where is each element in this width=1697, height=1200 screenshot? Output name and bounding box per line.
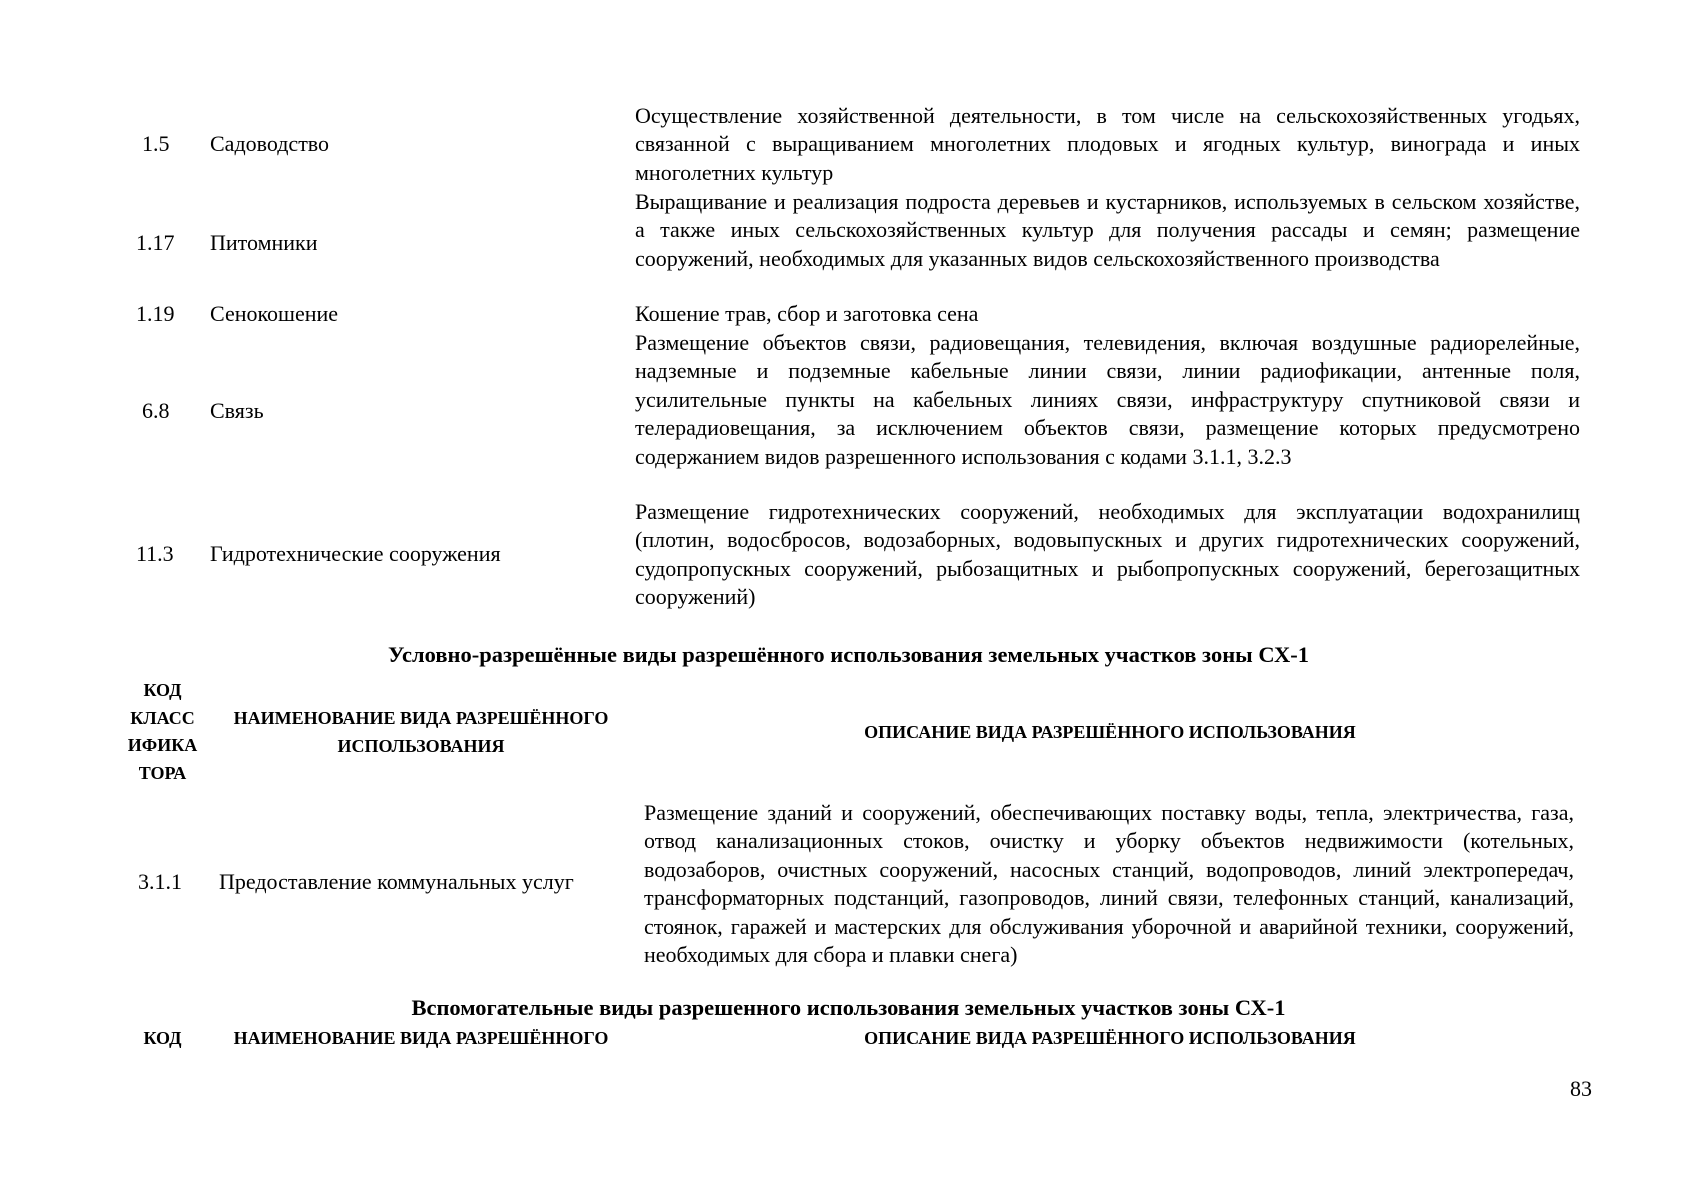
header-code: КОД [143,1028,182,1048]
section-title: Условно-разрешённые виды разрешённого использования земельных участков зоны СХ-1 [387,642,1310,667]
row-name: Садоводство [210,131,330,156]
row-code: 3.1.1 [138,869,182,894]
header-name: НАИМЕНОВАНИЕ ВИДА РАЗРЕШЁННОГО ИСПОЛЬЗОВАНИЯ [233,708,609,756]
row-description: Размещение гидротехнических сооружений, необходимых для эксплуатации водохранилищ (плотин, водосбросов, водозаборных, водовыпускных и других гидротехнических сооружений, судопропускных сооружений, рыбозащитных и рыбопропускных сооружений, берегозащитных сооружений) [635,499,1580,610]
row-description: Выращивание и реализация подроста деревьев и кустарников, используемых в сельском хозяйстве, а также иных сельскохозяйственных культур для получения рассады и семян; размещение сооружений, необходимых для указанных видов сельскохозяйственного производства [635,189,1580,271]
row-name: Питомники [210,230,318,255]
header-description: ОПИСАНИЕ ВИДА РАЗРЕШЁННОГО ИСПОЛЬЗОВАНИЯ [864,722,1356,742]
page-number: 83 [1570,1076,1592,1101]
row-name: Сенокошение [210,301,339,326]
row-description: Кошение трав, сбор и заготовка сена [635,301,979,326]
section-title: Вспомогательные виды разрешенного использования земельных участков зоны СХ-1 [411,995,1286,1020]
row-name: Предоставление коммунальных услуг [219,869,574,894]
row-code: 6.8 [142,398,170,423]
row-description: Размещение объектов связи, радиовещания, телевидения, включая воздушные радиорелейные, надземные и подземные кабельные линии связи, линии радиофикации, антенные поля, усилительные пункты на кабельных линиях связи, инфраструктуру спутниковой связи и телерадиовещания, за исключением объектов связи, размещение которых предусмотрено содержанием видов разрешенного использования с кодами 3.1.1, 3.2.3 [635,330,1580,469]
row-code: 1.17 [136,230,175,255]
row-description: Размещение зданий и сооружений, обеспечивающих поставку воды, тепла, электричества, газа, отвод канализационных стоков, очистку и уборку объектов недвижимости (котельных, водозаборов, очистных сооружений, насосных станций, водопроводов, линий электропередач, трансформаторных подстанций, газопроводов, линий связи, телефонных станций, канализаций, стоянок, гаражей и мастерских для обслуживания уборочной и аварийной техники, сооружений, необходимых для сбора и плавки снега) [644,800,1574,968]
header-description: ОПИСАНИЕ ВИДА РАЗРЕШЁННОГО ИСПОЛЬЗОВАНИЯ [864,1028,1356,1048]
row-code: 11.3 [136,541,174,566]
row-code: 1.19 [136,301,175,326]
row-description: Осуществление хозяйственной деятельности, в том числе на сельскохозяйственных угодьях, связанной с выращиванием многолетних плодовых и ягодных культур, винограда и иных многолетних культур [635,103,1580,185]
header-name: НАИМЕНОВАНИЕ ВИДА РАЗРЕШЁННОГО [233,1028,609,1048]
row-name: Гидротехнические сооружения [210,541,501,566]
row-name: Связь [210,398,264,423]
header-code: КОД КЛАСС ИФИКА ТОРА [127,680,198,783]
row-code: 1.5 [142,131,170,156]
